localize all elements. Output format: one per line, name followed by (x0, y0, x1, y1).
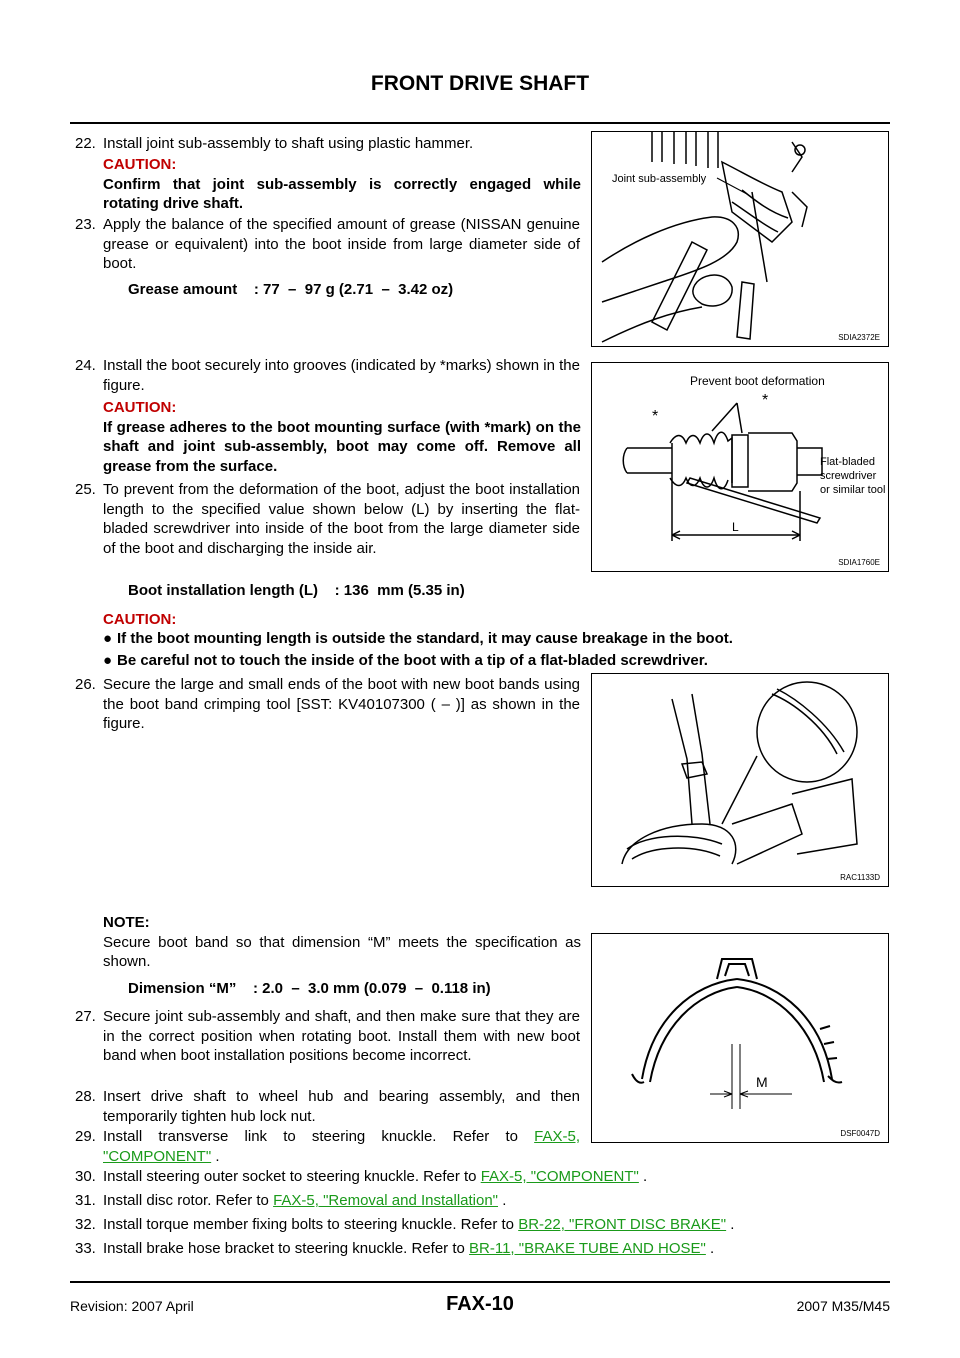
note-label: NOTE: (103, 914, 150, 931)
step-26: 26. Secure the large and small ends of the boot with new boot bands using the boot band crimping tool [SST: KV40107300 ( – )] as shown in the figure. (75, 676, 580, 733)
spec-grease-amount: Grease amount : 77 – 97 g (2.71 – 3.42 oz) (128, 281, 454, 298)
caution-22 (103, 155, 581, 214)
spec-dimension-m: Dimension “M” : 2.0 – 3.0 mm (0.079 – 0.118 in) (128, 980, 491, 997)
ref-link[interactable]: FAX-5, "Removal and Installation" (273, 1192, 499, 1209)
figure-code: SDIA1760E (838, 558, 880, 567)
step-30: 30. Install steering outer socket to steering knuckle. Refer to FAX-5, "COMPONENT" . (75, 1168, 648, 1185)
figure-code: DSF0047D (840, 1129, 880, 1138)
star-mark: * (762, 392, 769, 409)
caution-text: Confirm that joint sub-assembly is correctly engaged while rotating drive shaft. (103, 175, 581, 213)
caution-label: CAUTION: (103, 399, 177, 416)
fig2-label-L: L (732, 520, 739, 534)
boot-length-illustration (592, 363, 888, 571)
caution-bullet: ● If the boot mounting length is outside the standard, it may cause breakage in the boot. (103, 630, 733, 647)
band-dimension-illustration (592, 934, 888, 1142)
ref-link[interactable]: BR-11, "BRAKE TUBE AND HOSE" (469, 1240, 706, 1257)
figure-joint-sub-assembly (591, 131, 889, 347)
spec-boot-length: Boot installation length (L) : 136 mm (5.35 in) (128, 582, 465, 599)
step-31: 31. Install disc rotor. Refer to FAX-5, "Removal and Installation" . (75, 1192, 507, 1209)
footer-revision: Revision: 2007 April (70, 1298, 194, 1314)
figure-crimping-tool (591, 673, 889, 887)
ref-link[interactable]: BR-22, "FRONT DISC BRAKE" (518, 1216, 727, 1233)
star-mark: * (652, 408, 659, 425)
figure-dimension-m (591, 933, 889, 1143)
footer-rule (70, 1281, 890, 1283)
footer-page-number: FAX-10 (446, 1293, 514, 1315)
footer-model: 2007 M35/M45 (796, 1298, 890, 1314)
step-25: 25. To prevent from the deformation of the boot, adjust the boot installation length to the specified value shown below (L) by inserting the flat-bladed screwdriver into inside of the boot from the large diameter side of the boot and discharging the inside air. (75, 481, 580, 557)
ref-link-component[interactable]: "COMPONENT" (103, 1147, 212, 1165)
caution-text: If grease adheres to the boot mounting surface (with *mark) on the shaft and joint sub-assembly, boot may come off. Remove all grease from the surface. (103, 418, 581, 475)
step-29: 29. Install transverse link to steering knuckle. Refer to FAX-5, "COMPONENT" . (75, 1128, 580, 1165)
note-26 (103, 913, 581, 972)
header-rule (70, 122, 890, 124)
step-33: 33. Install brake hose bracket to steering knuckle. Refer to BR-11, "BRAKE TUBE AND HOSE" . (75, 1240, 715, 1257)
fig4-label-M: M (756, 1074, 768, 1090)
caution-bullet: ● Be careful not to touch the inside of the boot with a tip of a flat-bladed screwdriver. (103, 652, 708, 669)
step-23: 23. Apply the balance of the specified amount of grease (NISSAN genuine grease or equivalent) into the boot inside from large diameter side of boot. (75, 216, 580, 273)
caution-24 (103, 398, 581, 476)
step-22: 22. Install joint sub-assembly to shaft using plastic hammer. (75, 135, 474, 152)
crimping-illustration (592, 674, 888, 886)
caution-label-25: CAUTION: (103, 611, 177, 628)
figure-code: SDIA2372E (838, 333, 880, 342)
caution-label: CAUTION: (103, 156, 177, 173)
fig2-label-tool: Flat-bladed screwdriver or similar tool (820, 456, 886, 496)
page-title: FRONT DRIVE SHAFT (370, 72, 590, 95)
ref-link-fax5[interactable]: FAX-5, (534, 1128, 580, 1145)
figure-boot-deformation (591, 362, 889, 572)
step-32: 32. Install torque member fixing bolts to steering knuckle. Refer to BR-22, "FRONT DISC BRAKE" . (75, 1216, 735, 1233)
joint-install-illustration (592, 132, 888, 346)
step-28: 28. Insert drive shaft to wheel hub and bearing assembly, and then temporarily tighten hub lock nut. (75, 1088, 580, 1125)
fig2-label-top: Prevent boot deformation (690, 374, 825, 388)
step-27: 27. Secure joint sub-assembly and shaft, and then make sure that they are in the correct position when rotating boot. Install them with new boot band when boot installation positions become incorrect. (75, 1008, 580, 1065)
step-24: 24. Install the boot securely into grooves (indicated by *marks) shown in the figure. (75, 357, 580, 394)
ref-link[interactable]: FAX-5, "COMPONENT" (480, 1168, 639, 1185)
figure-code: RAC1133D (840, 873, 880, 882)
fig1-label: Joint sub-assembly (612, 173, 707, 185)
note-text: Secure boot band so that dimension “M” meets the specification as shown. (103, 933, 581, 971)
